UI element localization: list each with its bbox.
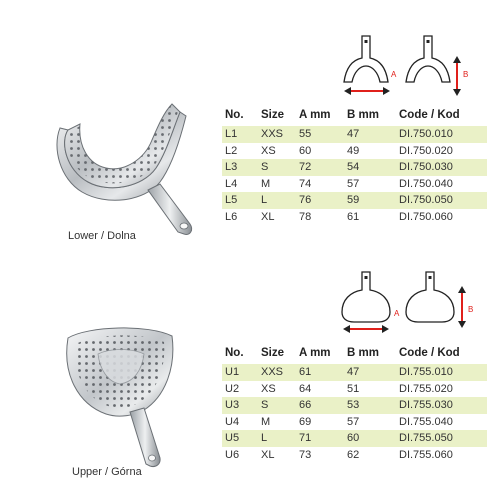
column-header: A mm (299, 347, 331, 359)
table-header-row (222, 104, 487, 126)
table-cell: DI.750.010 (399, 126, 487, 143)
upper-tray-section (0, 250, 500, 500)
diagram-label-b: B (468, 305, 474, 314)
table-cell: 74 (299, 177, 312, 190)
table-cell: L3 (222, 159, 261, 176)
table-cell: XXS (261, 364, 299, 381)
tray-outline-icon (342, 272, 390, 322)
table-cell: 69 (299, 415, 312, 428)
table-row (222, 414, 487, 431)
table-row (222, 209, 487, 226)
table-cell: S (261, 159, 299, 176)
table-cell: 51 (347, 382, 360, 395)
table-cell: DI.755.010 (399, 364, 487, 381)
table-cell: DI.755.050 (399, 430, 487, 447)
diagram-label-b: B (463, 70, 469, 79)
table-cell: DI.755.040 (399, 415, 453, 428)
table-cell: 61 (347, 210, 360, 223)
upper-caption: Upper / Górna (72, 466, 142, 478)
table-cell: DI.755.030 (399, 397, 487, 414)
table-row (222, 159, 487, 176)
table-cell: DI.755.060 (399, 448, 453, 461)
table-cell: 49 (347, 144, 360, 157)
table-cell: DI.750.020 (399, 144, 453, 157)
table-cell: DI.755.020 (399, 382, 453, 395)
table-cell: 53 (347, 397, 399, 414)
table-cell: L1 (222, 126, 261, 143)
table-cell: U6 (225, 448, 240, 461)
table-cell: 47 (347, 126, 399, 143)
table-cell: S (261, 397, 299, 414)
table-row (222, 447, 487, 464)
column-header: B mm (347, 347, 379, 359)
table-cell: 57 (347, 415, 360, 428)
table-cell: 78 (299, 210, 312, 223)
table-cell: L (261, 430, 299, 447)
table-cell: XS (261, 144, 276, 157)
table-row (222, 397, 487, 414)
table-cell: L6 (225, 210, 238, 223)
table-cell: 60 (347, 430, 399, 447)
column-header: No. (225, 109, 244, 121)
column-header: Size (261, 347, 285, 359)
table-row (222, 192, 487, 209)
table-cell: U4 (225, 415, 240, 428)
diagram-label-a: A (394, 309, 400, 318)
table-cell: M (261, 415, 271, 428)
column-header: A mm (299, 109, 331, 121)
lower-dimension-diagrams (340, 28, 470, 100)
table-cell: XL (261, 448, 275, 461)
table-row (222, 176, 487, 193)
table-cell: 62 (347, 448, 360, 461)
table-cell: 73 (299, 448, 312, 461)
double-arrow-icon (453, 56, 461, 96)
table-cell: DI.750.040 (399, 177, 453, 190)
table-cell: M (261, 177, 271, 190)
table-cell: L2 (225, 144, 238, 157)
table-cell: 59 (347, 192, 399, 209)
table-cell: 66 (299, 397, 347, 414)
table-row (222, 381, 487, 398)
double-arrow-icon (344, 87, 390, 95)
table-cell: 60 (299, 144, 312, 157)
upper-tray-photo (48, 318, 208, 478)
table-cell: L4 (225, 177, 238, 190)
table-row (222, 126, 487, 143)
table-cell: DI.750.060 (399, 210, 453, 223)
table-cell: L5 (222, 192, 261, 209)
table-cell: XL (261, 210, 275, 223)
tray-outline-icon (406, 272, 454, 322)
table-cell: 55 (299, 126, 347, 143)
column-header: Size (261, 109, 285, 121)
table-cell: 71 (299, 430, 347, 447)
table-cell: U5 (222, 430, 261, 447)
tray-outline-icon (344, 36, 388, 82)
table-cell: DI.750.030 (399, 159, 487, 176)
lower-caption: Lower / Dolna (68, 230, 136, 242)
double-arrow-icon (343, 325, 389, 333)
lower-size-table (222, 104, 487, 225)
table-row (222, 364, 487, 381)
table-cell: L (261, 192, 299, 209)
tray-outline-icon (406, 36, 450, 82)
table-cell: 72 (299, 159, 347, 176)
lower-tray-photo (40, 82, 215, 252)
table-cell: 76 (299, 192, 347, 209)
table-row (222, 143, 487, 160)
column-header: No. (225, 347, 244, 359)
table-cell: U1 (222, 364, 261, 381)
table-row (222, 430, 487, 447)
table-cell: 54 (347, 159, 399, 176)
table-cell: XS (261, 382, 276, 395)
table-cell: 47 (347, 364, 399, 381)
table-cell: U2 (225, 382, 240, 395)
table-cell: 64 (299, 382, 312, 395)
column-header: Code / Kod (399, 347, 460, 359)
column-header: B mm (347, 109, 379, 121)
upper-dimension-diagrams (338, 266, 478, 336)
diagram-label-a: A (391, 70, 397, 79)
double-arrow-icon (458, 286, 466, 328)
table-header-row (222, 342, 487, 364)
table-cell: U3 (222, 397, 261, 414)
column-header: Code / Kod (399, 109, 460, 121)
table-cell: 61 (299, 364, 347, 381)
table-cell: 57 (347, 177, 360, 190)
upper-size-table (222, 342, 487, 463)
table-cell: XXS (261, 126, 299, 143)
table-cell: DI.750.050 (399, 192, 487, 209)
